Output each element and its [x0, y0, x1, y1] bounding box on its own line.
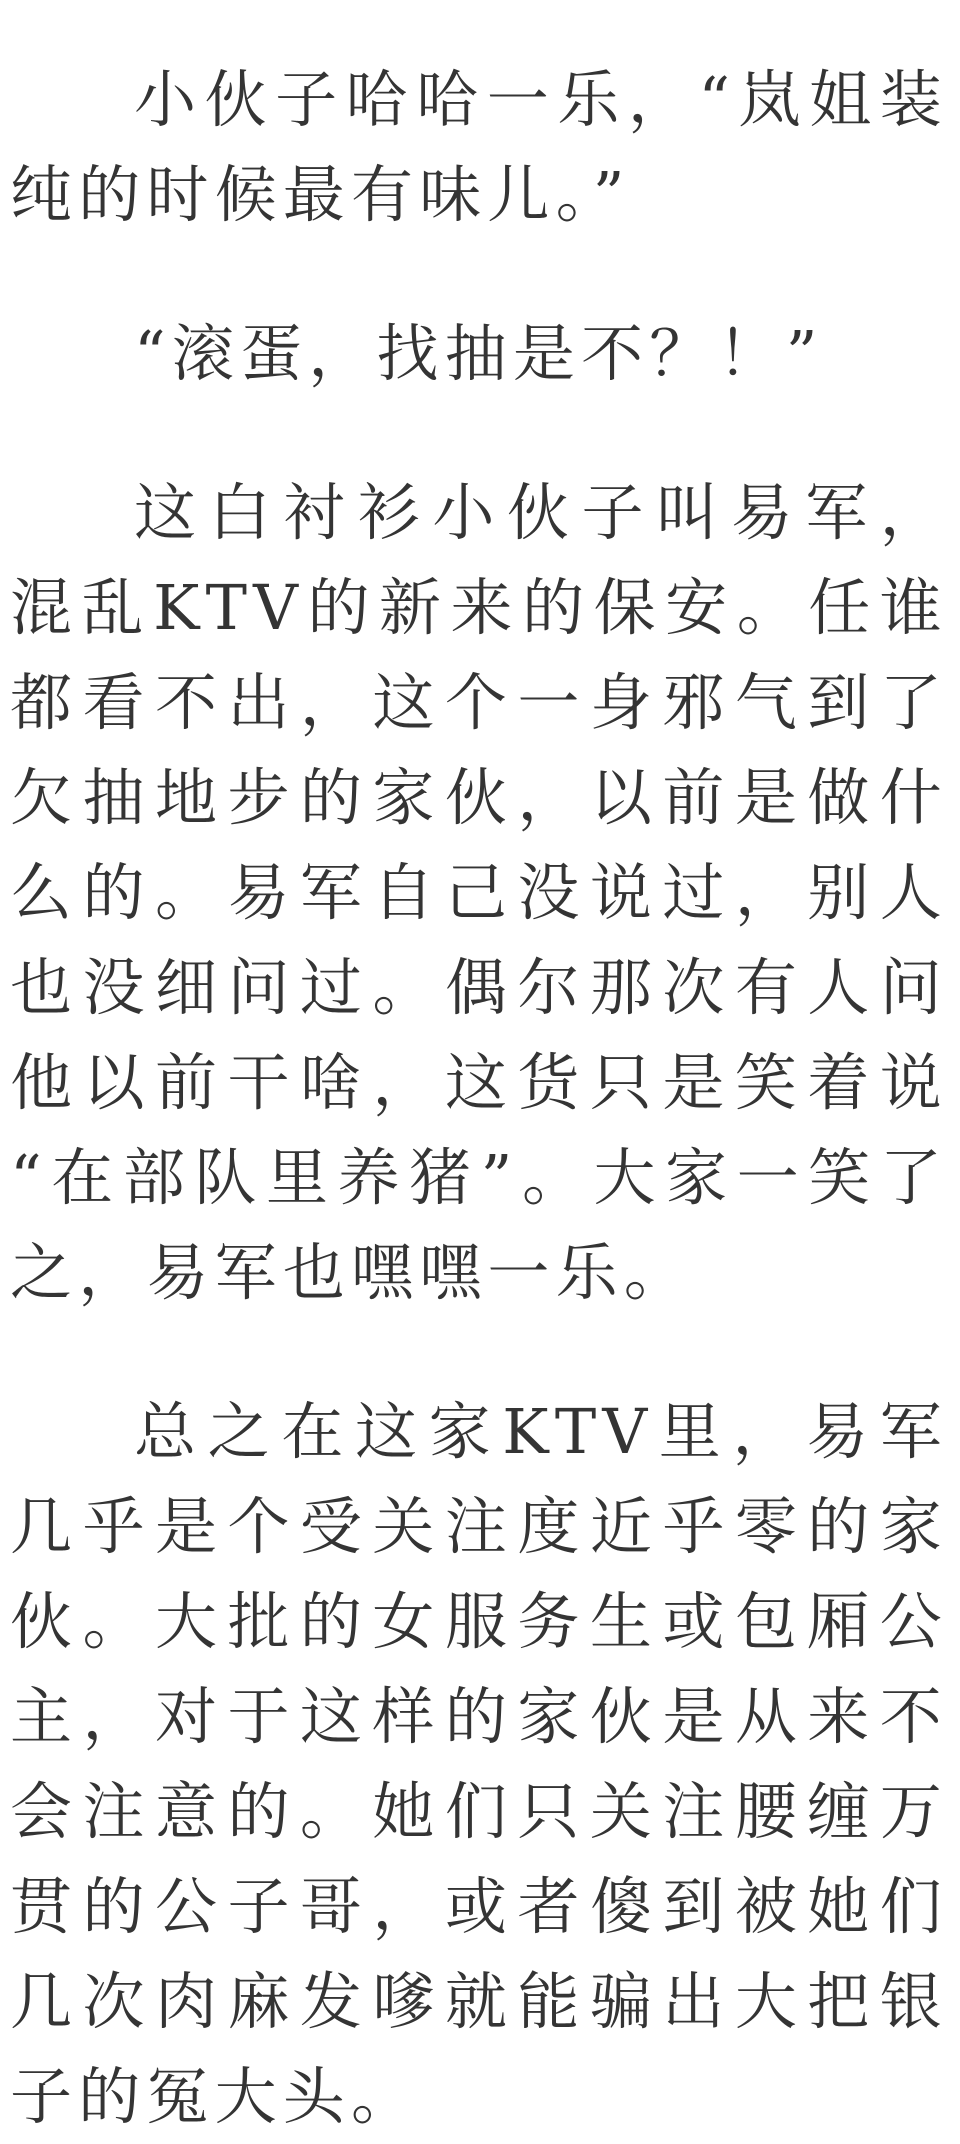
novel-paragraph-3: 这白衬衫小伙子叫易军，混乱KTV的新来的保安。任谁都看不出，这个一身邪气到了欠抽地步的家伙，以前是做什么的。易军自己没说过，别人也没细问过。偶尔那次有人问他以前干啥，这货只是笑着说“在部队里养猪”。大家一笑了之，易军也嘿嘿一乐。 [10, 476, 948, 1309]
novel-paragraph-2: “滚蛋，找抽是不？！” [134, 317, 824, 390]
novel-paragraph-1: 小伙子哈哈一乐，“岚姐装纯的时候最有味儿。” [10, 63, 948, 231]
novel-paragraph-4: 总之在这家KTV里，易军几乎是个受关注度近乎零的家伙。大批的女服务生或包厢公主，对于这样的家伙是从来不会注意的。她们只关注腰缠万贯的公子哥，或者傻到被她们几次肉麻发嗲就能骗出大把银子的冤大头。 [10, 1395, 948, 2133]
